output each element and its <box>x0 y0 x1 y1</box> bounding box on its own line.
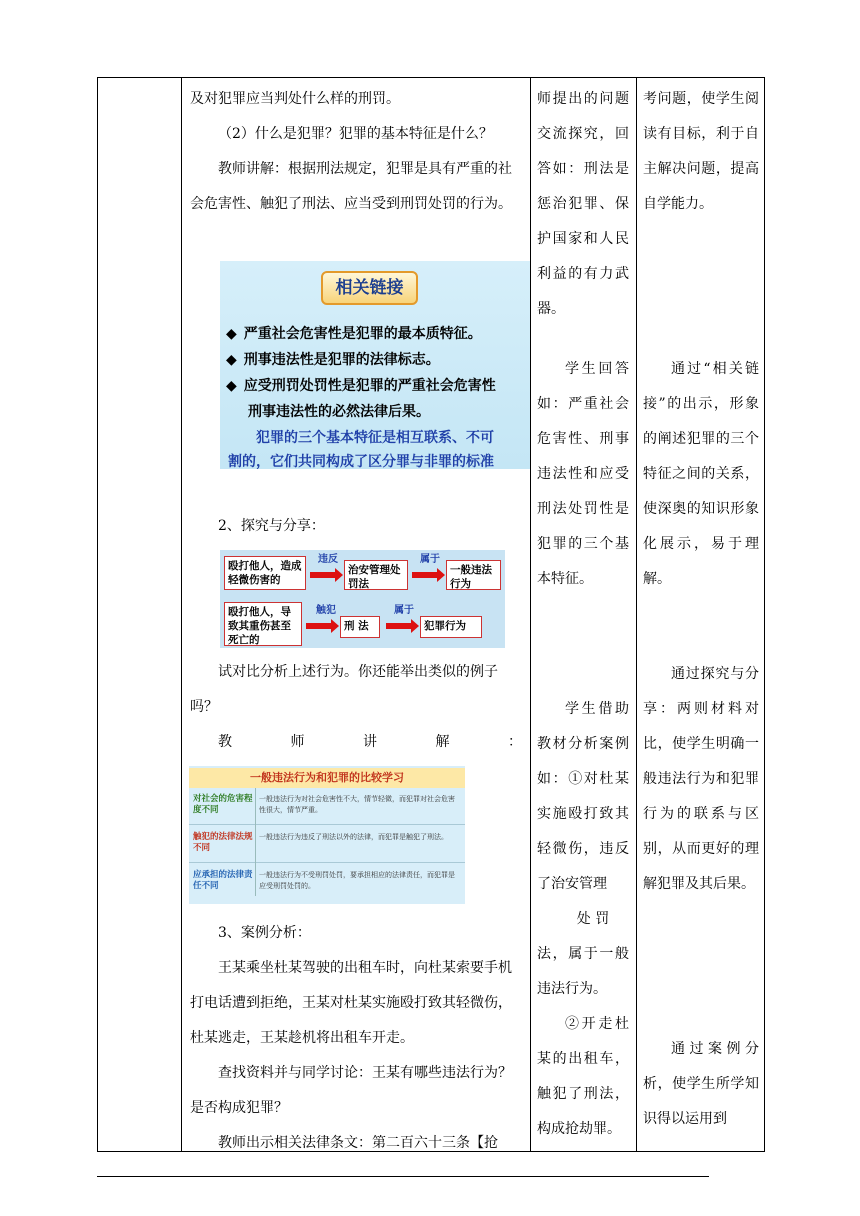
flow-label: 属于 <box>420 554 440 565</box>
table-divider <box>181 78 182 1151</box>
paragraph: 试对比分析上述行为。你还能举出类似的例子吗？ <box>190 664 498 715</box>
feature-item: ◆ 应受刑罚处罚性是犯罪的严重社会危害性 <box>226 378 496 394</box>
student-text: 处 罚 <box>576 911 610 927</box>
intent-text: 通过“相关链接”的出示，形象的阐述犯罪的三个特征之间的关系，使深奥的知识形象化展示，易于理解。 <box>643 361 759 587</box>
related-link-image <box>220 261 530 469</box>
paragraph: 教师讲解：根据刑法规定，犯罪是具有严重的社会危害性、触犯了刑法、应当受到刑罚处罚的行为。 <box>190 161 512 212</box>
footer-rule <box>97 1176 709 1177</box>
teacher-explain-line <box>190 725 522 760</box>
arrow-icon <box>306 623 332 629</box>
comparison-label: 对社会的危害程度不同 <box>193 794 253 815</box>
divider <box>189 862 465 863</box>
student-text: 师提出的问题交流探究，回答如：刑法是惩治犯罪、保护国家和人民利益的有力武器。 <box>537 91 629 317</box>
comparison-title: 一般违法行为和犯罪的比较学习 <box>189 768 465 788</box>
divider <box>189 824 465 825</box>
char: ： <box>508 734 522 750</box>
section-heading: 2、探究与分享： <box>218 518 325 534</box>
flow-label: 触犯 <box>316 605 336 616</box>
flow-box: 一般违法行为 <box>446 560 501 590</box>
feature-note: 犯罪的三个基本特征是相互联系、不可 <box>256 430 494 446</box>
paragraph: 教师出示相关法律条文：第二百六十三条【抢 <box>218 1135 498 1151</box>
flow-label: 违反 <box>318 554 338 565</box>
comparison-row <box>189 866 465 900</box>
flow-box: 治安管理处罚法 <box>344 560 408 590</box>
flow-box: 殴打他人，造成轻微伤害的 <box>224 556 306 590</box>
flow-label: 属于 <box>394 605 414 616</box>
char: 解 <box>435 734 450 750</box>
student-text: ②开走杜某的出租车，触犯了刑法，构成抢劫罪。 <box>537 1016 629 1137</box>
flow-box: 刑 法 <box>340 616 380 638</box>
comparison-text: 一般违法行为违反了刑法以外的法律，而犯罪是触犯了刑法。 <box>259 833 448 841</box>
comparison-label: 应承担的法律责任不同 <box>193 870 253 891</box>
intent-text: 考问题，使学生阅读有目标，利于自主解决问题，提高自学能力。 <box>643 91 759 212</box>
intent-text: 通过案例分析，使学生所学知识得以运用到 <box>643 1041 759 1127</box>
flow-box: 殴打他人，导致其重伤甚至死亡的 <box>224 602 302 646</box>
arrow-icon <box>386 623 412 629</box>
comparison-text: 一般违法行为不受刑罚处罚，要承担相应的法律责任，而犯罪是应受刑罚处罚的。 <box>259 871 455 890</box>
divider <box>255 788 256 896</box>
comparison-table-image <box>189 766 465 904</box>
feature-item: ◆ 严重社会危害性是犯罪的最本质特征。 <box>226 326 482 342</box>
behavior-flow-image <box>220 550 505 648</box>
char: 讲 <box>363 734 377 750</box>
student-text: 学生回答如：严重社会危害性、刑事违法性和应受刑法处罚性是犯罪的三个基本特征。 <box>537 361 629 587</box>
student-text: 学生借助教材分析案例如：①对杜某实施殴打致其轻微伤，违反了治安管理 <box>537 701 629 892</box>
related-link-banner: 相关链接 <box>321 271 418 305</box>
table-divider <box>530 78 531 1151</box>
arrow-icon <box>412 572 438 578</box>
char: 师 <box>290 734 305 750</box>
feature-item-cont: 刑事违法性的必然法律后果。 <box>248 404 430 420</box>
student-text: 法，属于一般违法行为。 <box>537 946 629 997</box>
comparison-row <box>189 790 465 824</box>
comparison-text: 一般违法行为对社会危害性不大，情节轻微，而犯罪对社会危害性很大，情节严重。 <box>259 795 455 814</box>
question-heading: （2）什么是犯罪？犯罪的基本特征是什么？ <box>218 126 493 142</box>
lesson-table <box>97 77 765 1152</box>
intent-text: 通过探究与分享：两则材料对比，使学生明确一般违法行为和犯罪行为的联系与区别，从而更好的理解犯罪及其后果。 <box>643 666 759 892</box>
feature-note: 割的，它们共同构成了区分罪与非罪的标准 <box>228 454 494 469</box>
case-text: 王某乘坐杜某驾驶的出租车时，向杜某索要手机打电话遭到拒绝，王某对杜某实施殴打致其轻微伤，杜某逃走，王某趁机将出租车开走。 <box>190 960 512 1046</box>
comparison-row <box>189 828 465 862</box>
arrow-icon <box>310 572 336 578</box>
paragraph: 及对犯罪应当判处什么样的刑罚。 <box>190 91 400 107</box>
section-heading: 3、案例分析： <box>218 925 311 941</box>
comparison-label: 触犯的法律法规不同 <box>193 832 253 853</box>
paragraph: 查找资料并与同学讨论：王某有哪些违法行为？是否构成犯罪？ <box>190 1065 512 1116</box>
flow-box: 犯罪行为 <box>420 616 482 638</box>
feature-item: ◆ 刑事违法性是犯罪的法律标志。 <box>226 352 440 368</box>
char: 教 <box>218 734 232 750</box>
table-divider <box>636 78 637 1151</box>
